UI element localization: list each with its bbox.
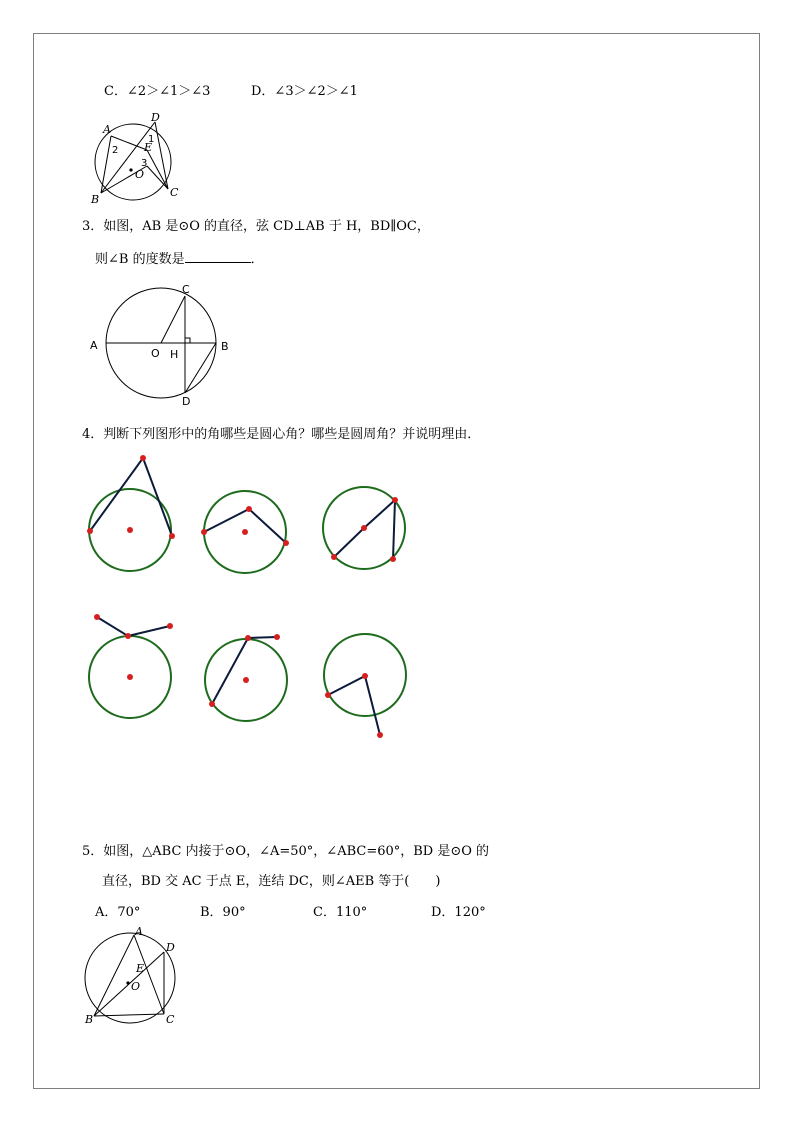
q2-option-c[interactable]: C．∠2＞∠1＞∠3 [104, 84, 211, 99]
q5-label-B: B [85, 1013, 94, 1026]
q2-label-3: 3 [141, 158, 148, 169]
q2-label-B: B [91, 193, 100, 206]
q5-option-b[interactable]: B．90° [200, 905, 246, 920]
q2-option-d[interactable]: D．∠3＞∠2＞∠1 [251, 84, 358, 99]
q3-line2-suffix: ． [250, 252, 264, 267]
q4-line1: 4．判断下列图形中的角哪些是圆心角？哪些是圆周角？并说明理由． [82, 427, 481, 442]
q3-line2-prefix: 则∠B 的度数是 [95, 252, 185, 267]
q5-label-D: D [166, 941, 175, 954]
q5-label-C: C [166, 1013, 175, 1026]
q3-label-C: C [182, 283, 190, 296]
q5-seg-AB [94, 935, 134, 1016]
q3-label-O: O [151, 347, 160, 360]
q5-circle [85, 933, 175, 1023]
q2-label-D: D [151, 111, 160, 124]
q2-label-A: A [103, 123, 111, 136]
q5-center-dot [126, 981, 129, 984]
q3-line1: 3．如图，AB 是⊙O 的直径，弦 CD⊥AB 于 H，BD∥OC， [82, 219, 430, 234]
q5-line1: 5．如图，△ABC 内接于⊙O，∠A=50°，∠ABC=60°，BD 是⊙O 的 [82, 844, 490, 859]
q5-label-A: A [135, 925, 143, 938]
q5-option-c[interactable]: C．110° [313, 905, 368, 920]
q2-label-O: O [135, 168, 145, 181]
q2-label-E: E [144, 141, 153, 154]
q3-label-A: A [90, 339, 98, 352]
q5-line2: 直径，BD 交 AC 于点 E，连结 DC，则∠AEB 等于( ) [102, 874, 441, 889]
q3-label-B: B [221, 340, 229, 353]
q2-label-1: 1 [148, 134, 155, 145]
q3-label-H: H [170, 348, 179, 361]
q2-label-2: 2 [112, 145, 119, 156]
q5-label-O: O [131, 980, 141, 993]
q5-label-E: E [136, 962, 145, 975]
q5-option-d[interactable]: D．120° [431, 905, 486, 920]
q2-label-C: C [170, 186, 179, 199]
q5-option-a[interactable]: A．70° [95, 905, 141, 920]
q3-label-D: D [182, 395, 191, 408]
